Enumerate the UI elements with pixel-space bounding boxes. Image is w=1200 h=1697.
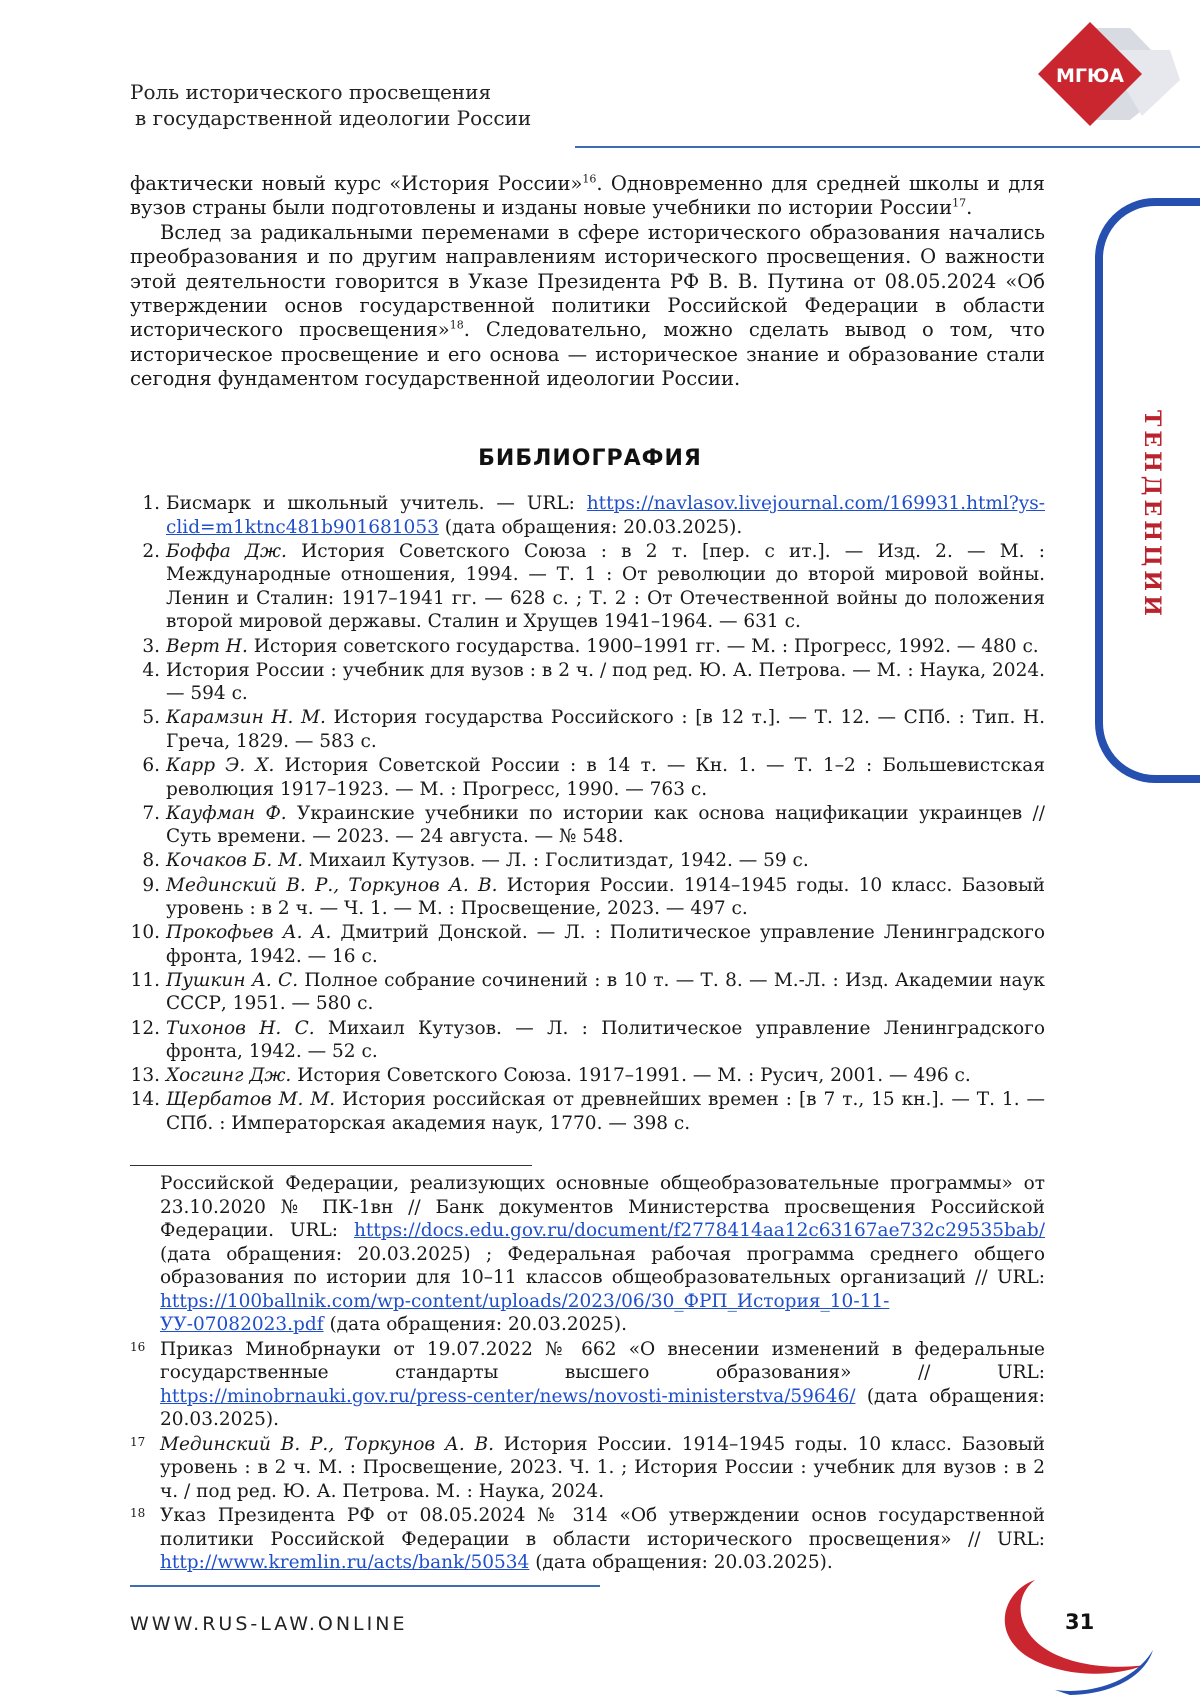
bibliography-item xyxy=(130,540,1045,634)
bibliography-item xyxy=(130,706,1045,753)
bibliography-item-author: Прокофьев А. А. xyxy=(166,922,332,944)
bibliography-item xyxy=(130,659,1045,706)
bibliography-item-number: 4. xyxy=(142,659,160,681)
bibliography-item-access-date: (дата обращения: 20.03.2025). xyxy=(438,516,743,538)
bibliography-item-author: Кауфман Ф. xyxy=(166,802,287,824)
footnote-ref-18[interactable]: 18 xyxy=(449,318,464,332)
bibliography-item-author: Кочаков Б. М. xyxy=(166,850,304,872)
footnote-link-minobrnauki[interactable]: https://minobrnauki.gov.ru/press-center/news/novosti-ministerstva/59646/ xyxy=(160,1385,856,1407)
bibliography-item-text: История российская от древнейших времен : [в 7 т., 15 кн.]. — Т. 1. — СПб. : Императорская академия наук, 1770. — 398 с. xyxy=(166,1089,1046,1134)
bibliography-item-number: 14. xyxy=(130,1089,160,1111)
bibliography-item-author: Верт Н. xyxy=(166,635,248,657)
footnote-rule xyxy=(130,1165,532,1166)
bibliography-item-number: 6. xyxy=(142,755,160,777)
page-number: 31 xyxy=(1065,1610,1095,1634)
running-header-line1: Роль исторического просвещения xyxy=(130,80,492,104)
bibliography-item-author: Пушкин А. С. xyxy=(166,969,299,991)
bibliography-item-text: История Советского Союза. 1917–1991. — М. : Русич, 2001. — 496 с. xyxy=(291,1065,971,1087)
bibliography-item-author: Щербатов М. М. xyxy=(166,1089,336,1111)
bibliography-item-author: Тихонов Н. С. xyxy=(166,1017,315,1039)
footnote-number: 16 xyxy=(130,1339,146,1354)
bibliography-item xyxy=(130,874,1045,921)
bibliography-item-number: 12. xyxy=(130,1017,160,1039)
bibliography-item-text: Дмитрий Донской. — Л. : Политическое управление Ленинградского фронта, 1942. — 16 с. xyxy=(166,922,1045,967)
footnote-18: 18 Указ Президента РФ от 08.05.2024 № 314 «Об утверждении основ государственной политики Российской Федерации в области исторического просвещения» // URL: http://www.kremlin.ru/acts/bank/50534 (дата обращения: 20.03.2025). xyxy=(130,1505,1045,1573)
footnote-number: 18 xyxy=(130,1506,146,1520)
bibliography-item xyxy=(130,802,1045,849)
bibliography-item xyxy=(130,1064,1045,1088)
bibliography-item-text: История Советской России : в 14 т. — Кн. 1. — Т. 1–2 : Большевистская революция 1917–1923. — М. : Прогресс, 1990. — 763 с. xyxy=(166,755,1045,800)
journal-website[interactable]: WWW.RUS-LAW.ONLINE xyxy=(130,1613,408,1635)
bibliography-item-number: 13. xyxy=(130,1065,160,1087)
footnote-continuation: Российской Федерации, реализующих основные общеобразовательные программы» от 23.10.2020 № ПК-1вн // Банк документов Министерства просвещения Российской Федерации. URL: https://docs.edu.gov.ru/document/f2778414aa12c63167ae732c29535bab/ (дата обращения: 20.03.2025) ; Федеральная рабочая программа среднего общего образования по истории для 10–11 классов общеобразовательных организаций // URL: https://100ballnik.com/wp-content/uploads/2023/06/30_ФРП_История_10-11-УУ-07082023.pdf (дата обращения: 20.03.2025). xyxy=(160,1173,1045,1335)
bibliography-item-text: История советского государства. 1900–1991 гг. — М. : Прогресс, 1992. — 480 с. xyxy=(247,635,1039,657)
bibliography-item-link[interactable]: https://navlasov.livejournal.com/169931.html?ys-clid=m1ktnc481b901681053 xyxy=(166,493,1045,538)
bibliography-item-text: История государства Российского : [в 12 т.]. — Т. 12. — СПб. : Тип. Н. Греча, 1829. — 583 с. xyxy=(166,707,1045,752)
bibliography-item-number: 10. xyxy=(130,922,160,944)
bibliography-item-number: 5. xyxy=(142,707,160,729)
bibliography-item-text: Украинские учебники по истории как основа нацификации украинцев // Суть времени. — 2023. — 24 августа. — № 548. xyxy=(166,802,1045,848)
bibliography-item xyxy=(130,969,1045,1016)
bibliography-item-author: Карамзин Н. М. xyxy=(166,707,326,729)
bibliography-item xyxy=(130,492,1045,539)
bibliography-item-author: Мединский В. Р., Торкунов А. В. xyxy=(166,874,498,896)
bibliography-item-text: Михаил Кутузов. — Л. : Гослитиздат, 1942. — 59 с. xyxy=(303,850,809,872)
footnote-link-100ballnik[interactable]: https://100ballnik.com/wp-content/uploads/2023/06/30_ФРП_История_10-11-УУ-07082023.pdf xyxy=(160,1290,890,1335)
bibliography-item-number: 2. xyxy=(142,540,160,562)
bibliography-item-number: 1. xyxy=(142,493,160,514)
bibliography-heading: БИБЛИОГРАФИЯ xyxy=(478,446,702,471)
bibliography-item-number: 8. xyxy=(142,850,160,872)
body-paragraph-2: Вслед за радикальными переменами в сфере исторического образования начались преобразования и по другим направлениям исторического просвещения. О важности этой деятельности говорится в Указе Президента РФ В. В. Путина от 08.05.2024 «Об утверждении основ государственной политики Российской Федерации в области исторического просвещения»$^{18}$. Следовательно, можно сделать вывод о том, что историческое просвещение и его основа — историческое знание и образование стали сегодня фундаментом государственной идеологии России. xyxy=(130,220,1045,391)
mgyua-logo xyxy=(1030,20,1190,130)
bibliography-item-text: Бисмарк и школьный учитель. — URL: xyxy=(166,493,587,514)
footnote-17: 17 Мединский В. Р., Торкунов А. В. История России. 1914–1945 годы. 10 класс. Базовый уровень : в 2 ч. М. : Просвещение, 2023. Ч. 1. ; История России : учебник для вузов : в 2 ч. / под ред. Ю. А. Петрова. М. : Наука, 2024. xyxy=(130,1433,1045,1502)
footer-rule xyxy=(130,1585,600,1587)
bibliography-item xyxy=(130,921,1045,968)
running-header-line2: в государственной идеологии России xyxy=(135,106,532,130)
footnote-ref-16[interactable]: 16 xyxy=(582,172,597,186)
body-text xyxy=(130,172,1045,392)
footnote-number: 17 xyxy=(130,1434,146,1449)
bibliography-item-text: История Советского Союза : в 2 т. [пер. с ит.]. — Изд. 2. — М. : Международные отношения, 1994. — Т. 1 : От революции до второй мировой войны. Ленин и Сталин: 1917–1941 гг. — 628 с. ; Т. 2 : От Отечественной войны до положения второй мировой державы. Сталин и Хрущев 1941–1964. — 631 с. xyxy=(166,540,1045,633)
body-paragraph-1: фактически новый курс «История России»$^{16}$. Одновременно для средней школы и для вузов страны были подготовлены и изданы новые учебники по истории России$^{17}$. xyxy=(130,172,1045,220)
footnote-link-edu-gov[interactable]: https://docs.edu.gov.ru/document/f2778414aa12c63167ae732c29535bab/ xyxy=(353,1220,1045,1241)
bibliography-list xyxy=(130,492,1045,1136)
bibliography-item-number: 7. xyxy=(142,802,160,824)
bibliography-item-number: 11. xyxy=(130,969,160,991)
logo-text: МГЮА xyxy=(1055,65,1125,87)
running-header xyxy=(130,79,531,131)
bibliography-item-number: 9. xyxy=(142,874,160,896)
bibliography-item xyxy=(130,754,1045,801)
bibliography-item xyxy=(130,635,1045,659)
bibliography-item-text: Полное собрание сочинений : в 10 т. — Т. 8. — М.-Л. : Изд. Академии наук СССР, 1951. — 580 с. xyxy=(166,969,1045,1015)
section-side-label: ТЕНДЕНЦИИ xyxy=(1139,410,1165,620)
bibliography-item-text: Михаил Кутузов. — Л. : Политическое управление Ленинградского фронта, 1942. — 52 с. xyxy=(166,1017,1046,1063)
bibliography-item xyxy=(130,849,1045,873)
bibliography-item-number: 3. xyxy=(142,635,160,657)
bibliography-item-author: Хосгинг Дж. xyxy=(166,1065,292,1087)
header-rule xyxy=(575,146,1200,148)
bibliography-item xyxy=(130,1017,1045,1064)
footnote-ref-17[interactable]: 17 xyxy=(952,196,967,210)
bibliography-item-text: История России : учебник для вузов : в 2 ч. / под ред. Ю. А. Петрова. — М. : Наука, 2024. — 594 с. xyxy=(166,659,1045,705)
footnote-16: 16 Приказ Минобрнауки от 19.07.2022 № 662 «О внесении изменений в федеральные государственные стандарты высшего образования» // URL: https://minobrnauki.gov.ru/press-center/news/novosti-ministerstva/59646/ (дата обращения: 20.03.2025). xyxy=(130,1338,1045,1430)
bibliography-item-author: Карр Э. Х. xyxy=(166,755,275,777)
bibliography-item-author: Боффа Дж. xyxy=(166,540,287,562)
footnote-link-kremlin[interactable]: http://www.kremlin.ru/acts/bank/50534 xyxy=(160,1552,530,1573)
footnotes xyxy=(130,1172,1045,1576)
bibliography-item xyxy=(130,1088,1045,1135)
bibliography-item-text: История России. 1914–1945 годы. 10 класс. Базовый уровень : в 2 ч. — Ч. 1. — М. : Просвещение, 2023. — 497 с. xyxy=(166,874,1045,920)
